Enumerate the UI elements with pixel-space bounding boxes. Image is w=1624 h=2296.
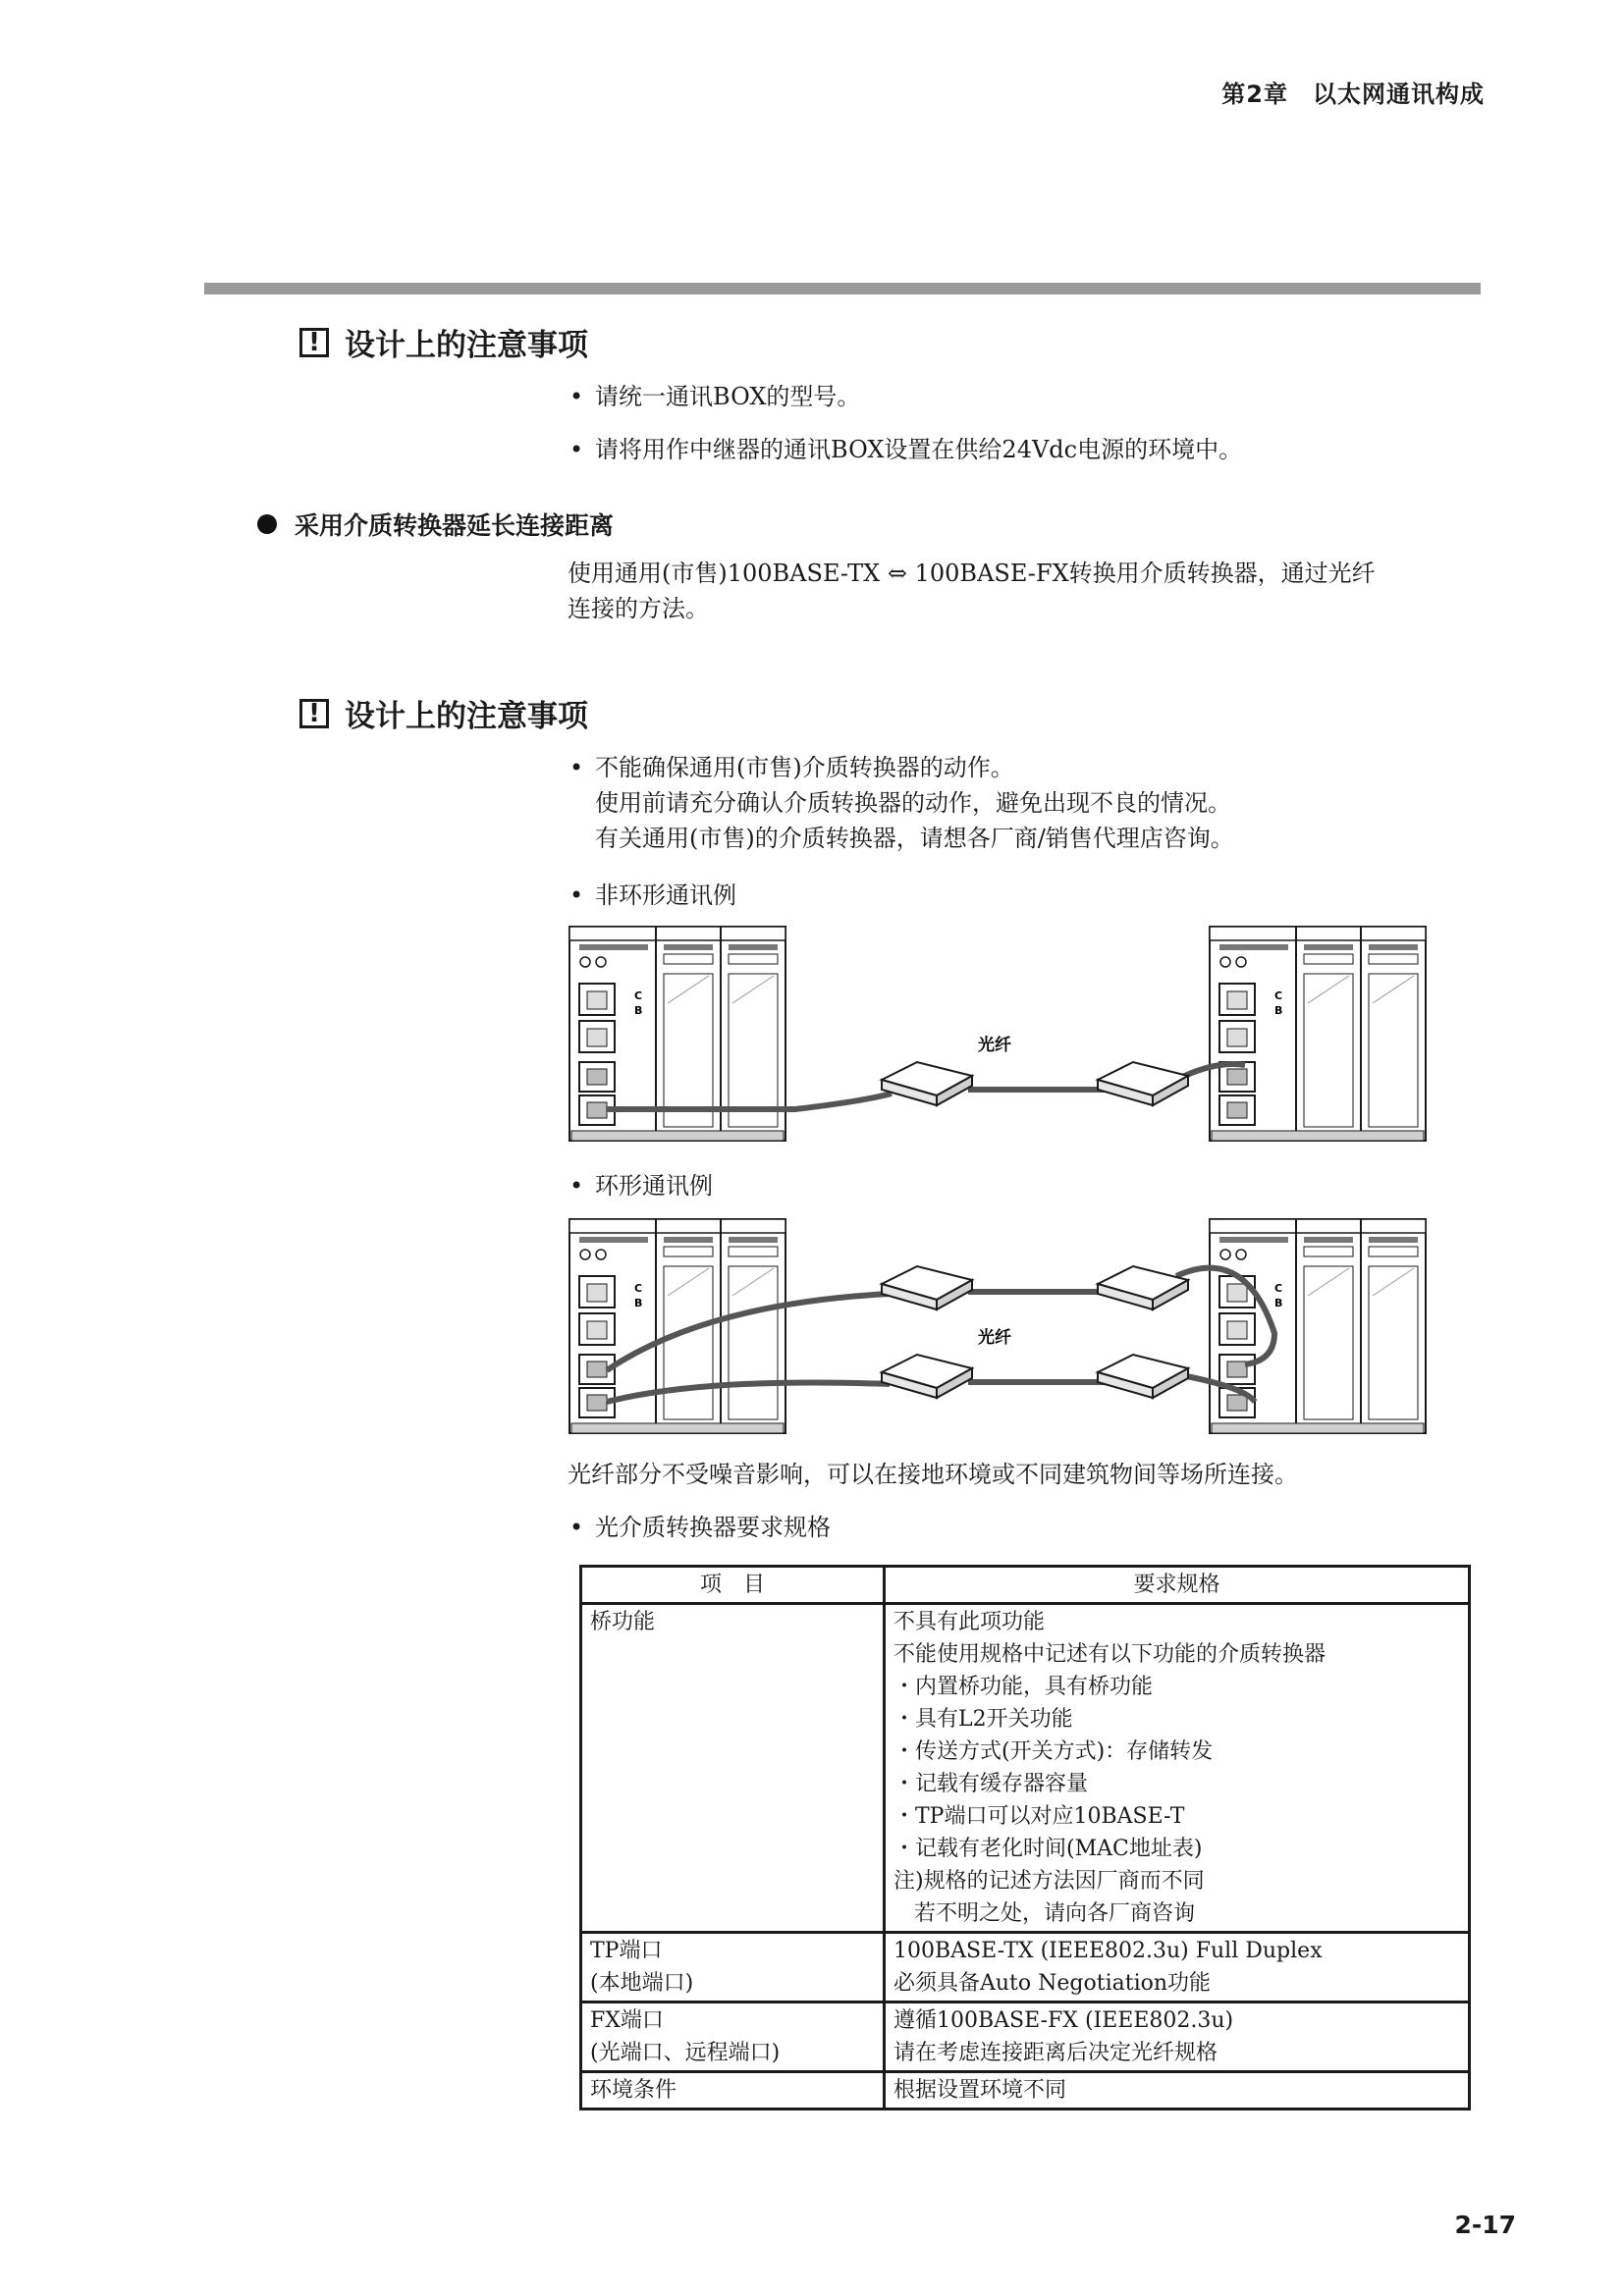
section-line: 连接的方法。 [568, 595, 709, 622]
cb-label-right: C [1274, 1282, 1283, 1295]
plc-left [569, 1219, 785, 1433]
bullet-icon: • [569, 754, 584, 781]
section-divider [204, 283, 1481, 294]
fiber-label: 光纤 [978, 1328, 1011, 1348]
media-converter-top-left [882, 1266, 972, 1309]
table-row [581, 1604, 1470, 1933]
svg-text:B: B [634, 1004, 643, 1017]
cell-line: FX端口 [590, 2008, 664, 2033]
media-converter-bottom-left [882, 1355, 972, 1398]
cb-label-left: C [634, 989, 643, 1002]
bullet-icon: • [569, 383, 584, 410]
caution2-bullet-1: • 不能确保通用(市售)介质转换器的动作。 [569, 750, 1014, 785]
non-ring-diagram [568, 923, 1428, 1150]
bullet-icon: • [569, 1172, 584, 1200]
bullet-icon: • [569, 1514, 584, 1541]
cell-line: ・传送方式(开关方式)：存储转发 [893, 1739, 1214, 1764]
caution1-bullet-1: • 请统一通讯BOX的型号。 [569, 379, 860, 414]
ring-diagram [568, 1215, 1428, 1443]
media-converter-bottom-right [1098, 1355, 1188, 1398]
caution2-line-1: 使用前请充分确认介质转换器的动作，避免出现不良的情况。 [595, 789, 1231, 817]
chapter-header: 第2章 以太网通讯构成 [1221, 80, 1485, 108]
cell-line: ・TP端口可以对应10BASE-T [893, 1804, 1185, 1829]
table-cell-item [581, 1933, 885, 2002]
exclamation-icon: ! [299, 699, 329, 728]
cell-line: 不能使用规格中记述有以下功能的介质转换器 [893, 1642, 1326, 1667]
fiber-label: 光纤 [978, 1036, 1011, 1055]
media-converter-right [1098, 1062, 1188, 1105]
svg-text:B: B [1274, 1297, 1283, 1309]
plc-right [1210, 927, 1426, 1141]
bullet-icon: • [569, 436, 584, 463]
cell-line: 遵循100BASE-FX (IEEE802.3u) [893, 2008, 1234, 2033]
cb-label-left: C [634, 1282, 643, 1295]
header-spec: 要求规格 [885, 1567, 1470, 1604]
cell-line: 必须具备Auto Negotiation功能 [893, 1971, 1212, 1996]
section-title: 采用介质转换器延长连接距离 [295, 511, 615, 540]
caution-title: 设计上的注意事项 [345, 699, 588, 734]
cell-line: ・具有L2开关功能 [893, 1707, 1073, 1732]
table-cell-spec [885, 1933, 1470, 2002]
cb-label-right: C [1274, 989, 1283, 1002]
caution2-bullet-2: • 非环形通讯例 [569, 878, 736, 913]
caution-title: 设计上的注意事项 [345, 328, 588, 363]
header-item: 项 目 [581, 1567, 885, 1604]
cell-line: 不具有此项功能 [893, 1610, 1046, 1634]
cell-line: 100BASE-TX (IEEE802.3u) Full Duplex [893, 1939, 1323, 1963]
cell-line: (本地端口) [590, 1971, 694, 1996]
cell-line: 请在考虑连接距离后决定光纤规格 [893, 2041, 1218, 2065]
fiber-benefit-text: 光纤部分不受噪音影响，可以在接地环境或不同建筑物间等场所连接。 [568, 1461, 1298, 1488]
table-cell-item [581, 2002, 885, 2072]
spec-table [579, 1565, 1471, 2110]
caution2-bullet-3: • 环形通讯例 [569, 1168, 713, 1203]
bullet-circle-icon [257, 514, 277, 534]
svg-text:B: B [634, 1297, 643, 1309]
bullet-icon: • [569, 881, 584, 909]
cell-line: (光端口、远程端口) [590, 2041, 781, 2065]
cell-line: ・记载有老化时间(MAC地址表) [893, 1837, 1203, 1861]
spec-bullet: • 光介质转换器要求规格 [569, 1510, 831, 1545]
media-converter-left [882, 1062, 972, 1105]
cell-line: TP端口 [590, 1939, 663, 1963]
cell-line: 若不明之处，请向各厂商咨询 [893, 1901, 1195, 1926]
section-line: 使用通用(市售)100BASE-TX ⇔ 100BASE-FX转换用介质转换器，通过光纤 [568, 560, 1376, 587]
cell-line: ・记载有缓存器容量 [893, 1772, 1089, 1796]
caution1-bullet-2: • 请将用作中继器的通讯BOX设置在供给24Vdc电源的环境中。 [569, 432, 1242, 467]
table-row [581, 2072, 1470, 2109]
table-cell-item [581, 1604, 885, 1933]
cell-line: 桥功能 [590, 1610, 656, 1634]
table-cell-spec [885, 2002, 1470, 2072]
exclamation-icon: ! [299, 328, 329, 357]
page-number: 2-17 [1454, 2211, 1516, 2239]
svg-text:B: B [1274, 1004, 1283, 1017]
cell-line: 环境条件 [590, 2078, 677, 2103]
caution-heading-1 [299, 320, 588, 364]
cell-line: 根据设置环境不同 [893, 2078, 1067, 2103]
section-paragraph [568, 556, 1481, 626]
section-heading [257, 507, 614, 542]
table-cell-spec [885, 1604, 1470, 1933]
plc-right [1210, 1219, 1426, 1433]
table-cell-spec [885, 2072, 1470, 2109]
table-row [581, 1933, 1470, 2002]
media-converter-top-right [1098, 1266, 1188, 1309]
cell-line: ・内置桥功能，具有桥功能 [893, 1675, 1154, 1699]
caution2-line-2: 有关通用(市售)的介质转换器，请想各厂商/销售代理店咨询。 [595, 825, 1234, 852]
table-row [581, 2002, 1470, 2072]
table-cell-item [581, 2072, 885, 2109]
table-header-row [581, 1567, 1470, 1604]
caution-heading-2 [299, 691, 588, 735]
cell-line: 注)规格的记述方法因厂商而不同 [893, 1869, 1205, 1894]
